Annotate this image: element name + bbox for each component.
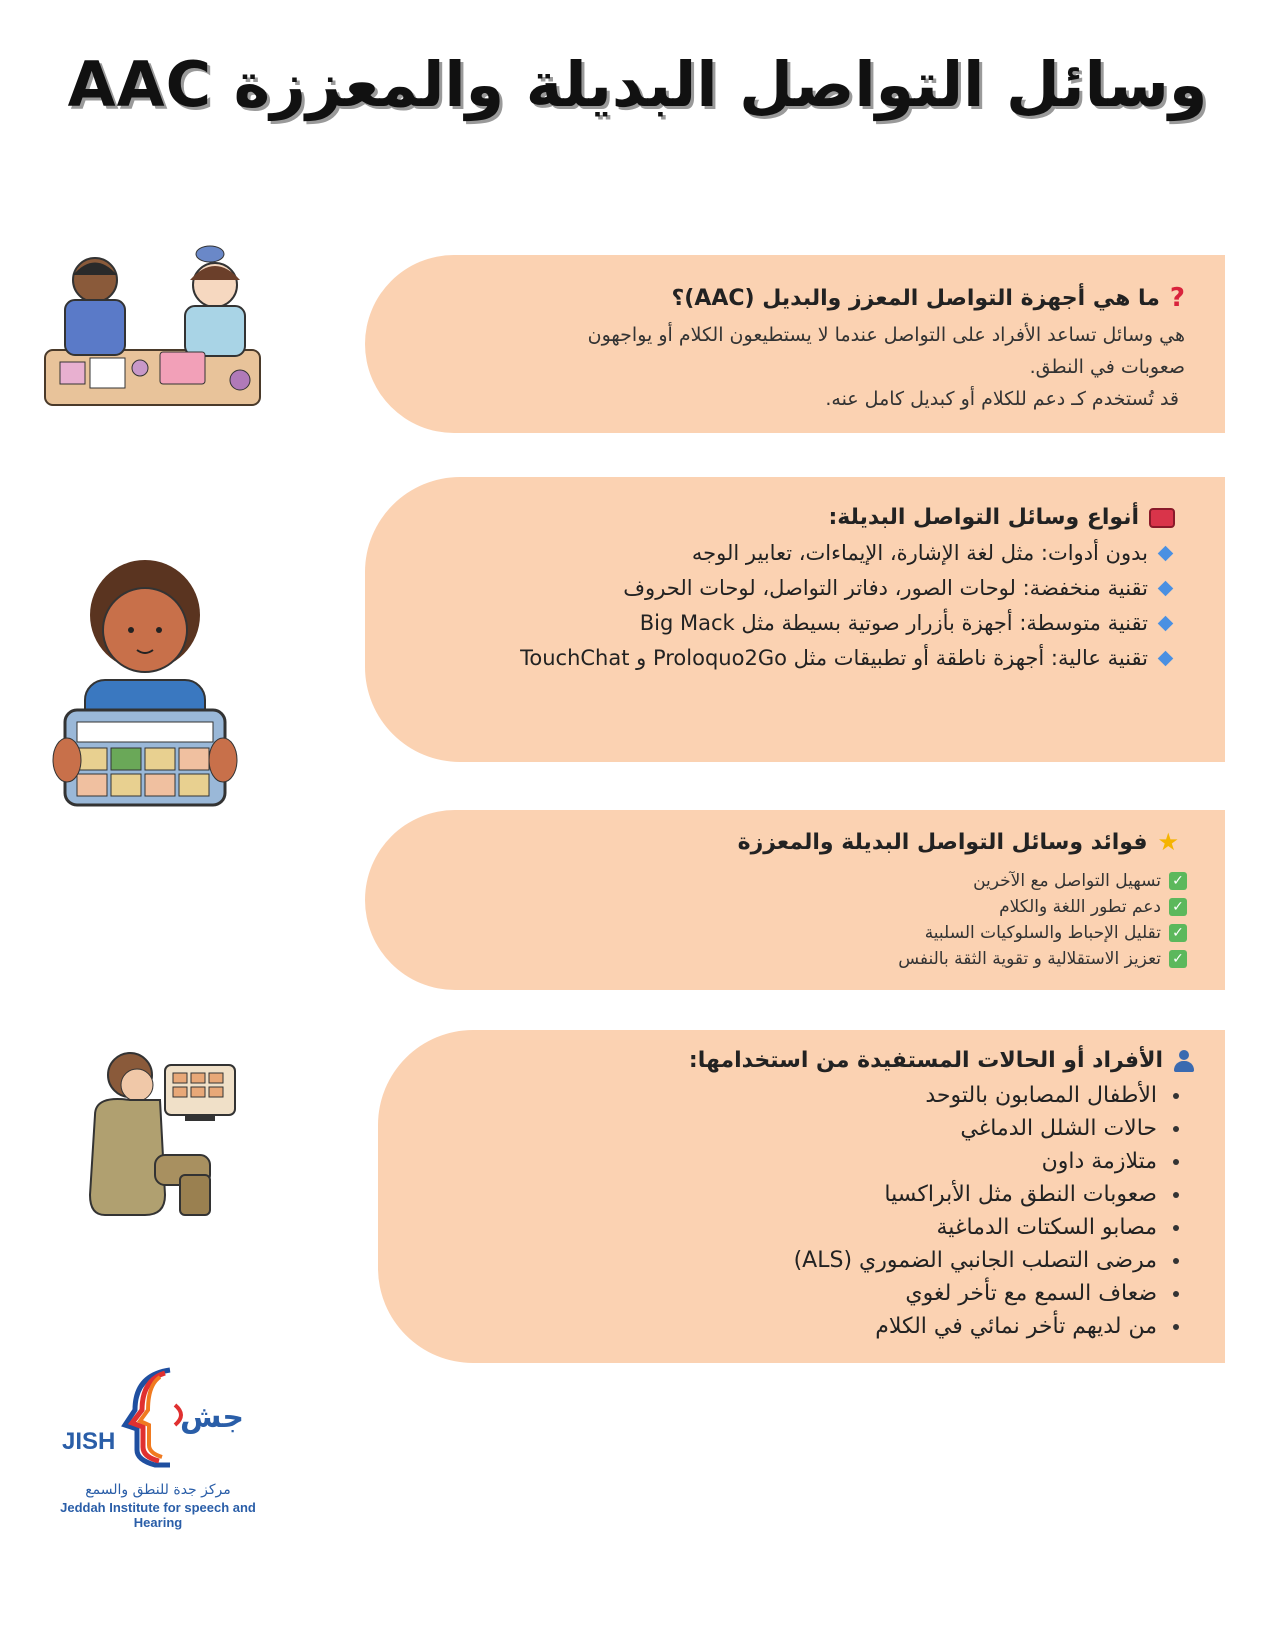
bullet-icon [1173, 1291, 1179, 1297]
section-types [365, 477, 1225, 762]
section1-line: قد تُستخدم كـ دعم للكلام أو كبديل كامل عنه. [825, 388, 1179, 410]
section-beneficiaries [378, 1030, 1225, 1363]
checkmark-icon: ✓ [1169, 950, 1187, 968]
list-item: ✓ تعزيز الاستقلالية و تقوية الثقة بالنفس [445, 946, 1187, 972]
bullet-icon [1173, 1093, 1179, 1099]
list-item: ✓ دعم تطور اللغة والكلام [445, 894, 1187, 920]
logo-subtitle-arabic: مركز جدة للنطق والسمع [85, 1482, 231, 1498]
list-item: صعوبات النطق مثل الأبراكسيا [458, 1178, 1183, 1211]
list-item: ✓ تسهيل التواصل مع الآخرين [445, 868, 1187, 894]
list-item: مصابو السكتات الدماغية [458, 1211, 1183, 1244]
children-table-illustration [40, 240, 265, 410]
list-item: مرضى التصلب الجانبي الضموري (ALS) [458, 1244, 1183, 1277]
bullet-icon [1173, 1126, 1179, 1132]
list-item: حالات الشلل الدماغي [458, 1112, 1183, 1145]
person-chair-illustration [85, 1045, 250, 1225]
toolbox-icon [1149, 508, 1175, 528]
star-icon: ★ [1157, 828, 1179, 856]
section1-line: صعوبات في النطق. [1029, 356, 1185, 378]
bullet-icon [1173, 1192, 1179, 1198]
section-benefits [365, 810, 1225, 990]
diamond-bullet-icon [1158, 616, 1174, 632]
list-item: الأطفال المصابون بالتوحد [458, 1079, 1183, 1112]
bullet-icon [1173, 1324, 1179, 1330]
logo-arabic: جش [180, 1400, 245, 1435]
checkmark-icon: ✓ [1169, 898, 1187, 916]
logo-english: JISH [62, 1428, 116, 1455]
checkmark-icon: ✓ [1169, 924, 1187, 942]
person-icon [1173, 1050, 1195, 1072]
bullet-icon [1173, 1159, 1179, 1165]
bullet-icon [1173, 1225, 1179, 1231]
list-item: بدون أدوات: مثل لغة الإشارة، الإيماءات، تعابير الوجه [445, 536, 1175, 571]
diamond-bullet-icon [1158, 651, 1174, 667]
section1-heading: ? ما هي أجهزة التواصل المعزز والبديل (AAC)؟ [671, 283, 1185, 313]
diamond-bullet-icon [1158, 581, 1174, 597]
section3-heading: ★ فوائد وسائل التواصل البديلة والمعززة [737, 828, 1179, 856]
list-item: تقنية عالية: أجهزة ناطقة أو تطبيقات مثل Proloquo2Go و TouchChat [445, 641, 1175, 676]
list-item: متلازمة داون [458, 1145, 1183, 1178]
checkmark-icon: ✓ [1169, 872, 1187, 890]
list-item: من لديهم تأخر نمائي في الكلام [458, 1310, 1183, 1343]
list-item: تقنية منخفضة: لوحات الصور، دفاتر التواصل، لوحات الحروف [445, 571, 1175, 606]
list-item: ضعاف السمع مع تأخر لغوي [458, 1277, 1183, 1310]
bullet-icon [1173, 1258, 1179, 1264]
boy-tablet-illustration [45, 550, 245, 815]
section-what-is-aac [365, 255, 1225, 433]
page-title: وسائل التواصل البديلة والمعززة AAC [67, 48, 1208, 121]
section4-heading: الأفراد أو الحالات المستفيدة من استخدامها: [458, 1048, 1195, 1073]
logo-subtitle-english: Jeddah Institute for speech and Hearing [60, 1500, 256, 1530]
question-icon: ? [1169, 283, 1185, 313]
section2-heading: أنواع وسائل التواصل البديلة: [445, 505, 1175, 530]
section1-line: هي وسائل تساعد الأفراد على التواصل عندما لا يستطيعون الكلام أو يواجهون [587, 324, 1185, 346]
list-item: ✓ تقليل الإحباط والسلوكيات السلبية [445, 920, 1187, 946]
list-item: تقنية متوسطة: أجهزة بأزرار صوتية بسيطة مثل Big Mack [445, 606, 1175, 641]
diamond-bullet-icon [1158, 546, 1174, 562]
